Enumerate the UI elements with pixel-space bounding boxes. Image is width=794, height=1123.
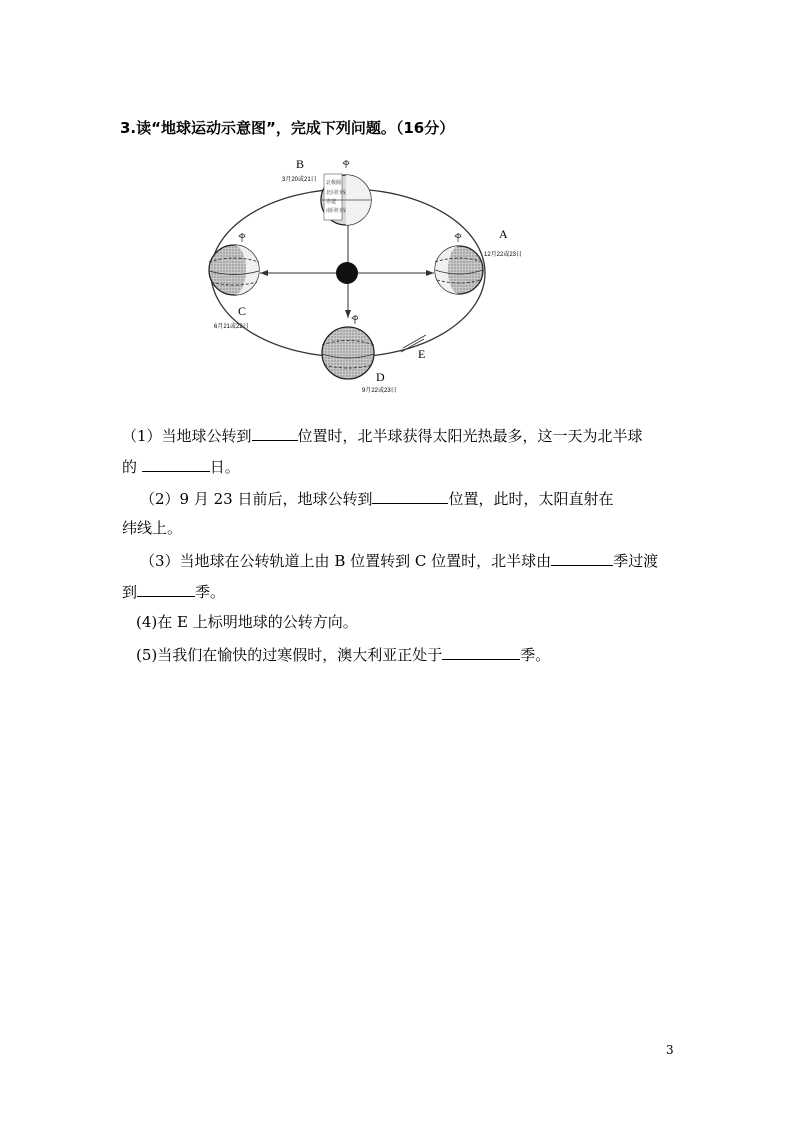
- answer-blank-1a[interactable]: [252, 424, 298, 441]
- label-a-date: 12月22或23日: [484, 252, 523, 258]
- label-b-date: 3月20或21日: [282, 177, 317, 183]
- answer-blank-3a[interactable]: [551, 549, 613, 566]
- svg-text:赤道: 赤道: [326, 199, 337, 205]
- earth-d: [322, 315, 374, 379]
- label-a: A: [499, 227, 508, 241]
- question-title: 3.读“地球运动示意图”，完成下列问题。（16分）: [120, 119, 455, 137]
- sun-icon: [336, 262, 358, 284]
- question-4: (4)在 E 上标明地球的公转方向。: [136, 613, 358, 631]
- answer-blank-2a[interactable]: [372, 487, 448, 504]
- arrow-right: [426, 270, 434, 276]
- question-5: (5)当我们在愉快的过寒假时，澳大利亚正处于 季。: [136, 643, 550, 665]
- label-c-date: 6月21或22日: [214, 324, 249, 330]
- question-2-line-2: 纬线上。: [122, 519, 183, 537]
- question-1-line-1: （1）当地球公转到 位置时，北半球获得太阳光热最多，这一天为北半球: [122, 424, 643, 446]
- earth-revolution-diagram: [190, 150, 550, 400]
- arrow-down: [345, 310, 351, 318]
- question-1-line-2: 的 日。: [122, 455, 240, 477]
- question-2-line-1: （2）9 月 23 日前后，地球公转到 位置，此时，太阳直射在: [140, 487, 614, 509]
- label-d: D: [376, 370, 385, 384]
- label-c: C: [238, 304, 247, 318]
- question-3-line-2: 到 季。: [122, 580, 225, 602]
- earth-b: [321, 160, 371, 225]
- page-number: 3: [666, 1043, 674, 1057]
- answer-blank-3b[interactable]: [137, 580, 195, 597]
- svg-text:北回归线: 北回归线: [326, 190, 347, 196]
- svg-text:北极圈: 北极圈: [326, 180, 342, 186]
- answer-blank-1b[interactable]: [142, 455, 210, 472]
- answer-blank-5[interactable]: [442, 643, 520, 660]
- earth-c: [209, 233, 259, 295]
- question-3-line-1: （3）当地球在公转轨道上由 B 位置转到 C 位置时，北半球由 季过渡: [140, 549, 658, 571]
- label-b: B: [296, 157, 305, 171]
- svg-text:南回归线: 南回归线: [326, 208, 347, 214]
- arrow-left: [260, 270, 268, 276]
- label-e: E: [418, 347, 426, 361]
- label-d-date: 9月22或23日: [362, 388, 397, 394]
